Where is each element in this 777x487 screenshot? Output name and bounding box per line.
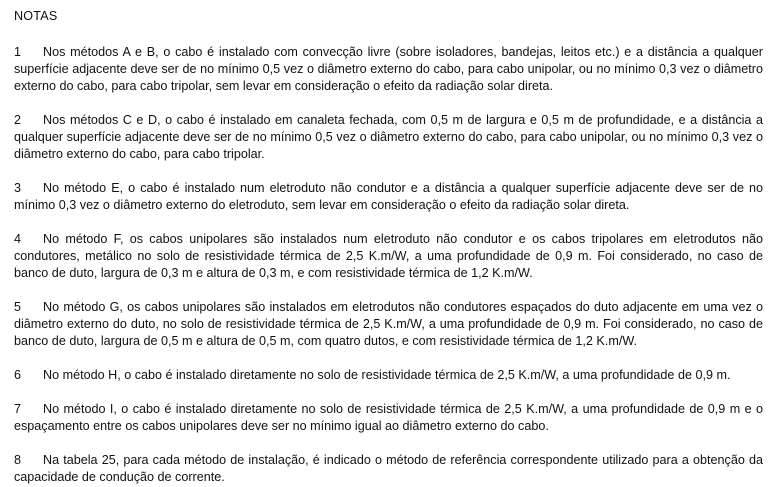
notes-heading: NOTAS [14, 9, 58, 23]
note-4 [14, 231, 763, 282]
note-5 [14, 299, 763, 350]
note-text: No método I, o cabo é instalado diretamente no solo de resistividade térmica de 2,5 K.m/W, a uma profundidade de 0,9 m e o espaçamento entre os cabos unipolares deve ser no mínimo igual ao diâmetro externo do cabo. [14, 402, 763, 433]
note-8 [14, 452, 763, 486]
note-number: 8 [14, 453, 22, 467]
note-number: 1 [14, 45, 22, 59]
note-text: Na tabela 25, para cada método de instalação, é indicado o método de referência correspondente utilizado para a obtenção da capacidade de condução de corrente. [14, 453, 763, 484]
note-text: No método G, os cabos unipolares são instalados em eletrodutos não condutores espaçados do duto adjacente em uma vez o diâmetro externo do duto, no solo de resistividade térmica de 2,5 K.m/W, a uma profundidade de 0,9 m. Foi considerado, no caso de banco de duto, largura de 0,5 m e altura de 0,5 m, com quatro dutos, e com resistividade térmica de 1,2 K.m/W. [14, 300, 763, 348]
note-1 [14, 44, 763, 95]
note-2 [14, 112, 763, 163]
note-7 [14, 401, 763, 435]
note-text: No método F, os cabos unipolares são instalados num eletroduto não condutor e os cabos tripolares em eletrodutos não condutores, metálico no solo de resistividade térmica de 2,5 K.m/W, a uma profundidade de 0,9 m. Foi considerado, no caso de banco de duto, largura de 0,3 m e altura de 0,3 m, e com resistividade térmica de 1,2 K.m/W. [14, 232, 763, 280]
note-number: 3 [14, 181, 22, 195]
note-text: No método H, o cabo é instalado diretamente no solo de resistividade térmica de 2,5 K.m/W, a uma profundidade de 0,9 m. [43, 368, 731, 382]
note-text: No método E, o cabo é instalado num eletroduto não condutor e a distância a qualquer superfície adjacente deve ser de no mínimo 0,3 vez o diâmetro externo do eletroduto, sem levar em consideração o efeito da radiação solar direta. [14, 181, 763, 212]
note-3 [14, 180, 763, 214]
note-number: 5 [14, 300, 22, 314]
note-number: 7 [14, 402, 22, 416]
note-number: 4 [14, 232, 22, 246]
note-number: 2 [14, 113, 22, 127]
note-6 [14, 367, 763, 384]
note-text: Nos métodos C e D, o cabo é instalado em canaleta fechada, com 0,5 m de largura e 0,5 m de profundidade, e a distância a qualquer superfície adjacente deve ser de no mínimo 0,5 vez o diâmetro externo do cabo, para cabo unipolar, ou no mínimo 0,3 vez o diâmetro externo do cabo, para cabo tripolar. [14, 113, 763, 161]
note-text: Nos métodos A e B, o cabo é instalado com convecção livre (sobre isoladores, bandejas, leitos etc.) e a distância a qualquer superfície adjacente deve ser de no mínimo 0,5 vez o diâmetro externo do cabo, para cabo unipolar, ou no mínimo 0,3 vez o diâmetro externo do cabo, para cabo tripolar, sem levar em consideração o efeito da radiação solar direta. [14, 45, 763, 93]
note-number: 6 [14, 368, 22, 382]
